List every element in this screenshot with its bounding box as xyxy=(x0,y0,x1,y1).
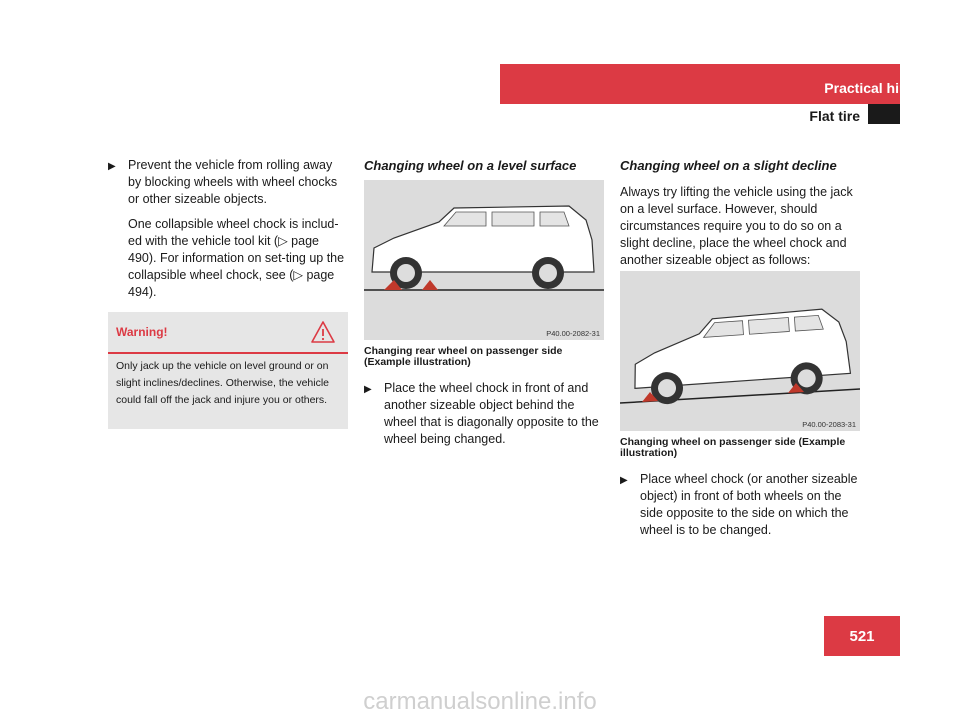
bullet-text: Prevent the vehicle from rolling away by blocking wheels with wheel chocks or other sizeable objects. xyxy=(128,158,338,206)
warning-triangle-icon xyxy=(310,320,336,344)
bullet-text: Place the wheel chock in front of and another sizeable object behind the wheel that is diagonally opposite to the wheel being changed. xyxy=(384,381,599,446)
instruction-bullet xyxy=(364,380,604,448)
paragraph: One collapsible wheel chock is includ-ed with the vehicle tool kit (▷ page 490). For information on set-ting up the collapsible wheel chock, see (▷ page 494). xyxy=(128,217,345,299)
warning-text: Only jack up the vehicle on level ground or on slight inclines/declines. Otherwise, the vehicle could fall off the jack and injure you or others. xyxy=(116,360,330,406)
subsection-title: Flat tire xyxy=(809,108,860,124)
column-2-lower xyxy=(364,346,604,456)
column-1 xyxy=(108,157,348,301)
header-tab-marker xyxy=(868,104,900,124)
watermark: carmanualsonline.info xyxy=(363,688,597,715)
car-illustration xyxy=(364,180,604,340)
bullet-arrow-icon: ▶ xyxy=(108,161,116,172)
figure-code: P40.00-2083-31 xyxy=(802,420,856,429)
figure-level-surface xyxy=(364,180,604,340)
column-3-lower xyxy=(620,437,860,547)
car-on-slope-illustration xyxy=(620,271,860,431)
column-3 xyxy=(620,157,860,277)
instruction-bullet xyxy=(108,157,348,208)
warning-box xyxy=(108,312,348,429)
figure-slight-decline xyxy=(620,271,860,431)
bullet-arrow-icon: ▶ xyxy=(364,384,372,395)
section-title: Practical hints xyxy=(824,80,920,96)
warning-title: Warning! xyxy=(116,325,168,339)
figure-caption: Changing rear wheel on passenger side (Example illustration) xyxy=(364,345,563,368)
instruction-bullet xyxy=(620,471,860,539)
paragraph: Always try lifting the vehicle using the jack on a level surface. However, should circumstances require you to do so on a slight decline, place the wheel chock and another sizeable object as follows: xyxy=(620,185,853,267)
bullet-text: Place wheel chock (or another sizeable object) in front of both wheels on the side opposite to the side on which the wheel is to be changed. xyxy=(640,472,858,537)
section-heading: Changing wheel on a slight decline xyxy=(620,158,837,173)
bullet-arrow-icon: ▶ xyxy=(620,475,628,486)
figure-code: P40.00-2082-31 xyxy=(546,329,600,338)
warning-divider xyxy=(108,352,348,354)
figure-caption: Changing wheel on passenger side (Example illustration) xyxy=(620,436,846,459)
section-heading: Changing wheel on a level surface xyxy=(364,158,577,173)
page-number: 521 xyxy=(824,616,900,656)
